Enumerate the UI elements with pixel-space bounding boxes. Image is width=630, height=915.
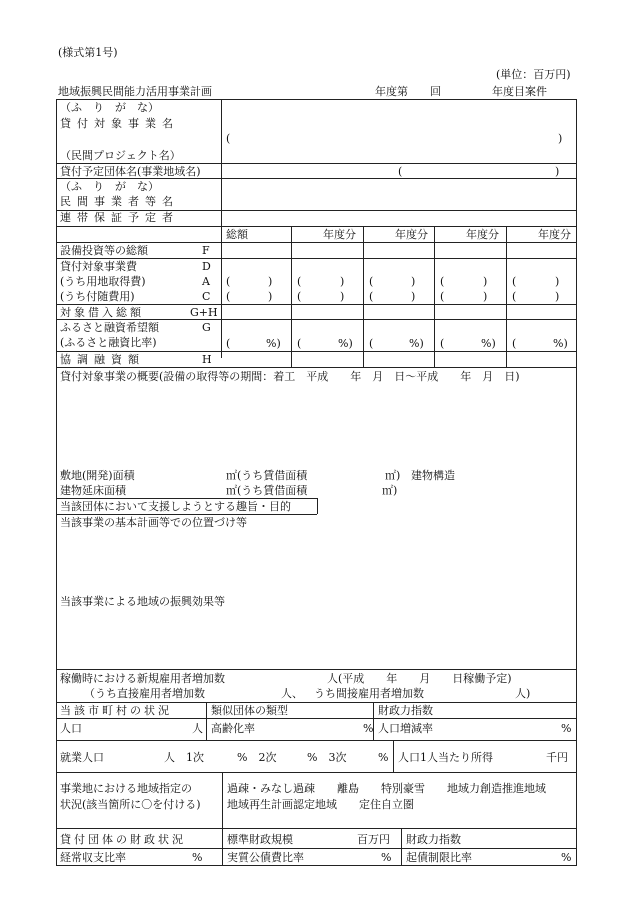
planned-borrower-label: 貸付予定団体名(事業地域名) xyxy=(60,165,201,178)
pop-change-label: 人口増減率 xyxy=(378,722,433,735)
col-year-4: 年度分 xyxy=(538,228,571,241)
row-furusato-label: ふるさと融資希望額 xyxy=(60,321,159,334)
loan-target-sublabel: （民間プロジェクト名） xyxy=(60,149,181,162)
form-number: (様式第1号) xyxy=(58,46,118,59)
loan-target-paren-open: ( xyxy=(226,132,231,145)
standard-scale-label: 標準財政規模 xyxy=(227,833,293,846)
population-unit: 人 xyxy=(192,722,203,735)
col-year-3: 年度分 xyxy=(466,228,499,241)
row-land-label: (うち用地取得費) xyxy=(60,275,146,288)
secondary-sector: % 2次 xyxy=(237,751,277,764)
col-year-1: 年度分 xyxy=(323,228,356,241)
row-land-code: A xyxy=(202,275,210,288)
planned-borrower-paren-open: ( xyxy=(398,165,403,178)
guarantor-label: 連帯保証予定者 xyxy=(60,211,179,224)
col-total: 総額 xyxy=(226,228,248,241)
direct-employment-unit: 人、 xyxy=(281,687,303,700)
operator-label: 民間事業者等名 xyxy=(60,195,179,208)
loan-target-furigana: （ふ り が な） xyxy=(60,101,159,114)
designation-items-1[interactable]: 過疎・みなし過疎 離島 特別豪雪 地域力創造推進地域 xyxy=(227,782,546,795)
support-purpose-label: 当該団体において支援しようとする趣旨・目的 xyxy=(60,500,291,513)
new-employment-label: 稼働時における新規雇用者増加数 xyxy=(60,672,225,685)
employed-label: 就業人口 xyxy=(60,751,104,764)
case-number: 年度目案件 xyxy=(492,85,547,98)
borrower-fiscal-index-label: 財政力指数 xyxy=(406,833,461,846)
row-cofinance-code: H xyxy=(202,353,212,366)
bond-limit-label: 起債制限比率 xyxy=(406,851,472,864)
structure-label: 建物構造 xyxy=(411,469,455,482)
fiscal-round: 年度第 回 xyxy=(375,85,441,98)
tertiary-unit: % xyxy=(378,751,389,764)
row-borrow-total-code: G+H xyxy=(190,306,218,319)
population-label: 人口 xyxy=(60,722,82,735)
current-balance-unit: % xyxy=(192,851,203,864)
position-label: 当該事業の基本計画等での位置づけ等 xyxy=(60,516,247,529)
primary-sector: 人 1次 xyxy=(164,751,204,764)
fiscal-index-label: 財政力指数 xyxy=(378,704,433,717)
municipality-status-label: 当該市町村の状況 xyxy=(60,704,172,717)
tertiary-sector: % 3次 xyxy=(307,751,347,764)
loan-target-label: 貸付対象事業名 xyxy=(60,117,179,130)
new-employment-unit: 人(平成 年 月 日稼働予定) xyxy=(327,672,512,685)
aging-rate-unit: % xyxy=(363,722,374,735)
row-borrow-total-label: 対象借入総額 xyxy=(60,306,144,319)
indirect-employment-unit: 人) xyxy=(515,687,531,700)
overview-label: 貸付対象事業の概要(設備の取得等の期間：着工 平成 年 月 日〜平成 年 月 日) xyxy=(60,370,520,383)
direct-employment-label: （うち直接雇用者増加数 xyxy=(84,687,205,700)
row-cofinance-label: 協調融資額 xyxy=(60,353,145,366)
standard-scale-unit: 百万円 xyxy=(357,833,390,846)
site-area-unit-close: ㎡) xyxy=(385,469,401,482)
loan-target-input[interactable] xyxy=(224,104,575,160)
effect-label: 当該事業による地域の振興効果等 xyxy=(60,595,225,608)
indirect-employment-label: うち間接雇用者増加数 xyxy=(314,687,424,700)
designation-label-2: 状況(該当箇所に〇を付ける) xyxy=(60,798,201,811)
row-furusato-ratio-label: (ふるさと融資比率) xyxy=(60,336,157,349)
unit-label: (単位：百万円) xyxy=(496,68,571,81)
operator-furigana: （ふ り が な） xyxy=(60,180,159,193)
row-incidental-code: C xyxy=(202,290,211,303)
borrower-finance-label: 貸付団体の財政状況 xyxy=(60,833,186,846)
designation-items-2[interactable]: 地域再生計画認定地域 定住自立圏 xyxy=(227,798,414,811)
row-capex-label: 設備投資等の総額 xyxy=(60,244,148,257)
floor-area-label: 建物延床面積 xyxy=(60,484,126,497)
row-incidental-label: (うち付随費用) xyxy=(60,290,135,303)
pop-change-unit: % xyxy=(561,722,572,735)
income-unit: 千円 xyxy=(546,751,568,764)
similar-type-label: 類似団体の類型 xyxy=(211,704,288,717)
real-debt-unit: % xyxy=(381,851,392,864)
bond-limit-unit: % xyxy=(561,851,572,864)
floor-area-unit: ㎡(うち賃借面積 xyxy=(226,484,308,497)
current-balance-label: 経常収支比率 xyxy=(60,851,126,864)
floor-area-unit-close: ㎡) xyxy=(382,484,398,497)
row-capex-code: F xyxy=(202,244,210,257)
row-loan-cost-code: D xyxy=(202,260,211,273)
site-area-label: 敷地(開発)面積 xyxy=(60,469,135,482)
loan-target-paren-close: ) xyxy=(558,132,563,145)
col-year-2: 年度分 xyxy=(395,228,428,241)
income-label: 人口1人当たり所得 xyxy=(398,751,493,764)
plan-title: 地域振興民間能力活用事業計画 xyxy=(58,85,212,98)
planned-borrower-paren-close: ) xyxy=(555,165,560,178)
aging-rate-label: 高齢化率 xyxy=(211,722,255,735)
site-area-unit: ㎡(うち賃借面積 xyxy=(226,469,308,482)
real-debt-label: 実質公債費比率 xyxy=(227,851,304,864)
row-furusato-code: G xyxy=(202,321,211,334)
designation-label-1: 事業地における地域指定の xyxy=(60,782,192,795)
row-loan-cost-label: 貸付対象事業費 xyxy=(60,260,137,273)
